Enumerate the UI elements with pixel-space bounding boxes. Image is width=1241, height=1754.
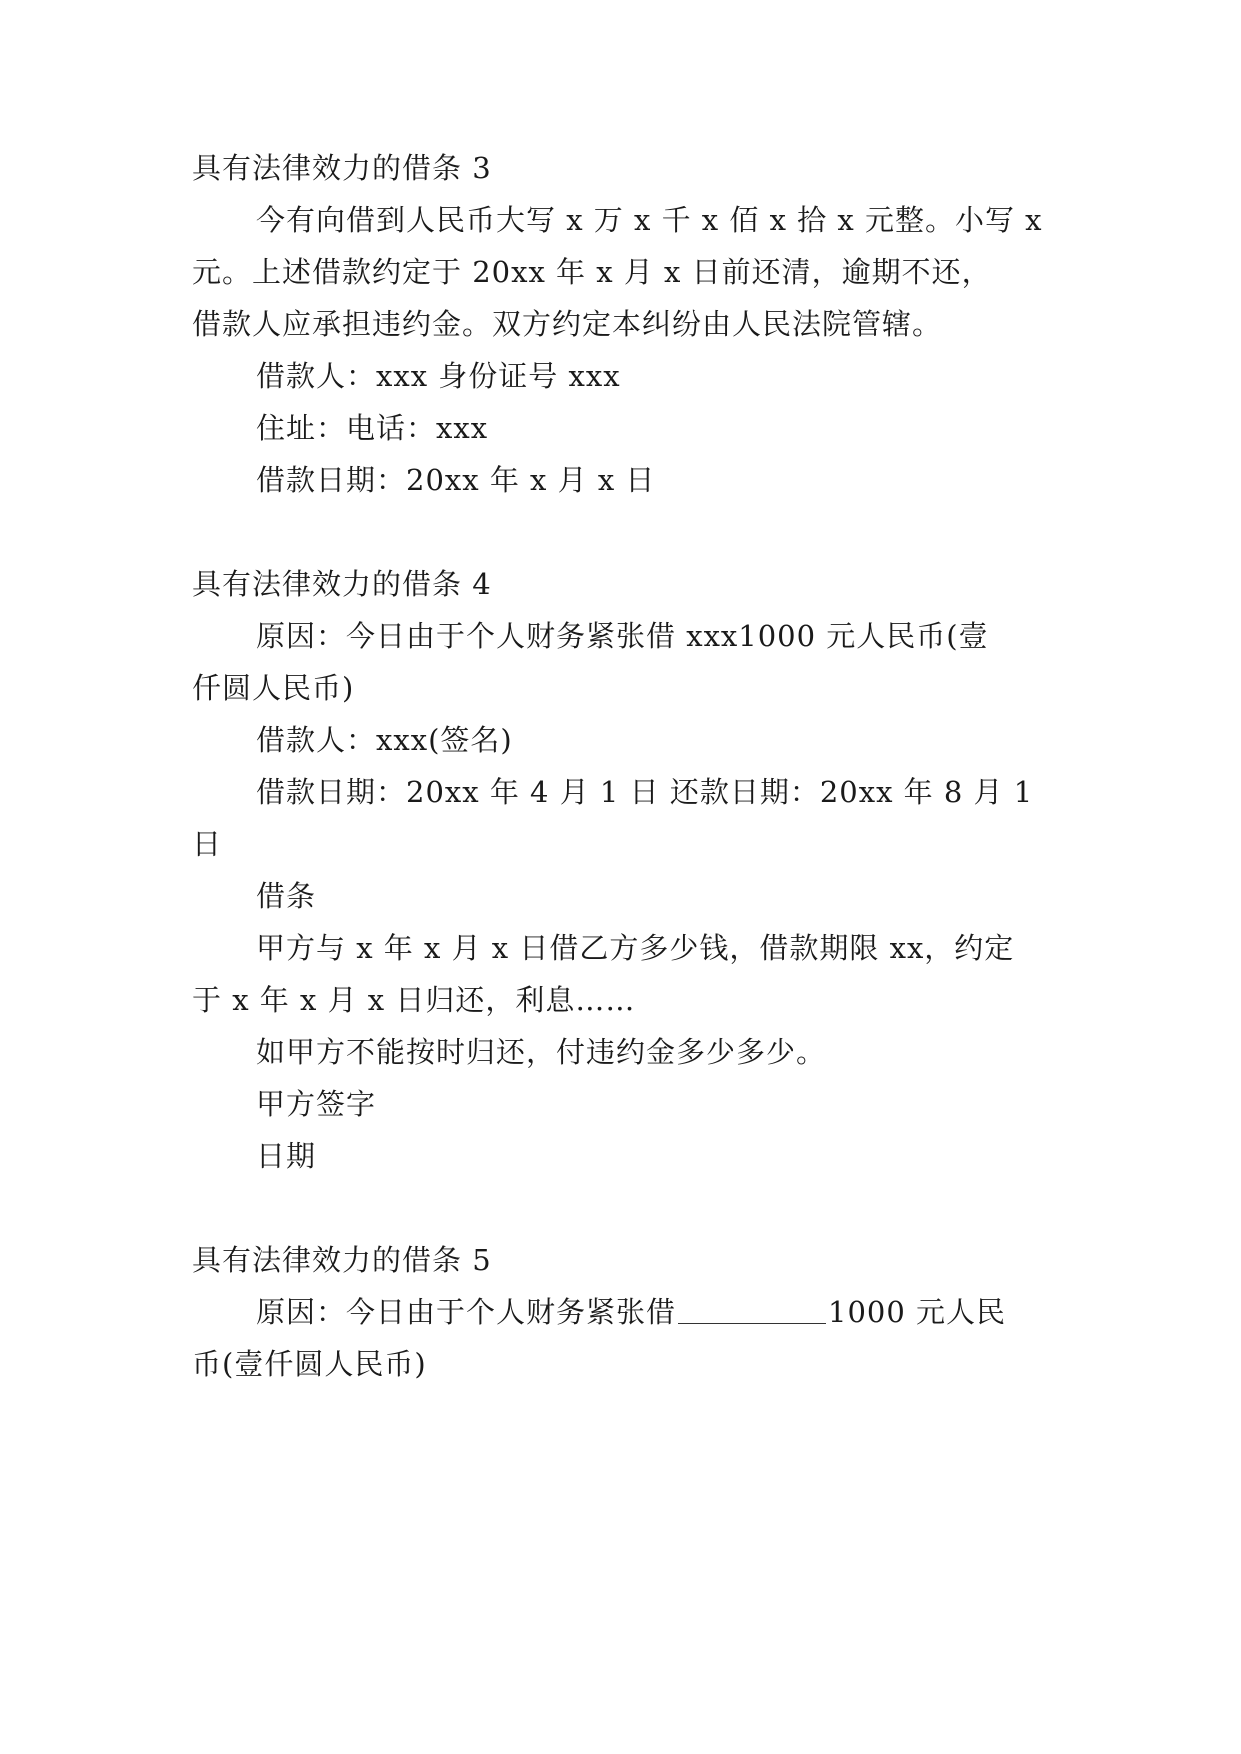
paragraph-line: 于 x 年 x 月 x 日归还，利息…… <box>192 983 636 1017</box>
paragraph-text: 原因：今日由于个人财务紧张借 <box>256 1295 677 1329</box>
paragraph-line: 日 <box>192 827 223 861</box>
paragraph-line: 币(壹仟圆人民币) <box>192 1347 427 1381</box>
section-title: 具有法律效力的借条 4 <box>192 567 492 601</box>
date-line: 借款日期：20xx 年 4 月 1 日 还款日期：20xx 年 8 月 1 <box>256 775 1034 809</box>
subheading: 借条 <box>256 879 317 913</box>
paragraph-line: 原因：今日由于个人财务紧张借 xxx1000 元人民币(壹 <box>256 619 989 653</box>
signature-line: 甲方签字 <box>256 1087 377 1121</box>
fill-in-blank <box>678 1299 826 1324</box>
section-title: 具有法律效力的借条 3 <box>192 151 492 185</box>
paragraph-line: 仟圆人民币) <box>192 671 355 705</box>
date-line: 借款日期：20xx 年 x 月 x 日 <box>256 463 656 497</box>
paragraph-line: 借款人应承担违约金。双方约定本纠纷由人民法院管辖。 <box>192 307 943 341</box>
borrower-line: 借款人：xxx(签名) <box>256 723 513 757</box>
borrower-line: 借款人：xxx 身份证号 xxx <box>256 359 621 393</box>
address-line: 住址：电话：xxx <box>256 411 489 445</box>
paragraph-line: 今有向借到人民币大写 x 万 x 千 x 佰 x 拾 x 元整。小写 x <box>256 203 1043 237</box>
section-title: 具有法律效力的借条 5 <box>192 1243 492 1277</box>
paragraph-line: 如甲方不能按时归还，付违约金多少多少。 <box>256 1035 827 1069</box>
paragraph-line: 元。上述借款约定于 20xx 年 x 月 x 日前还清，逾期不还， <box>192 255 992 289</box>
date-line: 日期 <box>256 1139 317 1173</box>
paragraph-line <box>256 1292 1052 1332</box>
paragraph-text: 1000 元人民 <box>828 1295 1007 1329</box>
paragraph-line: 甲方与 x 年 x 月 x 日借乙方多少钱，借款期限 xx，约定 <box>256 931 1015 965</box>
